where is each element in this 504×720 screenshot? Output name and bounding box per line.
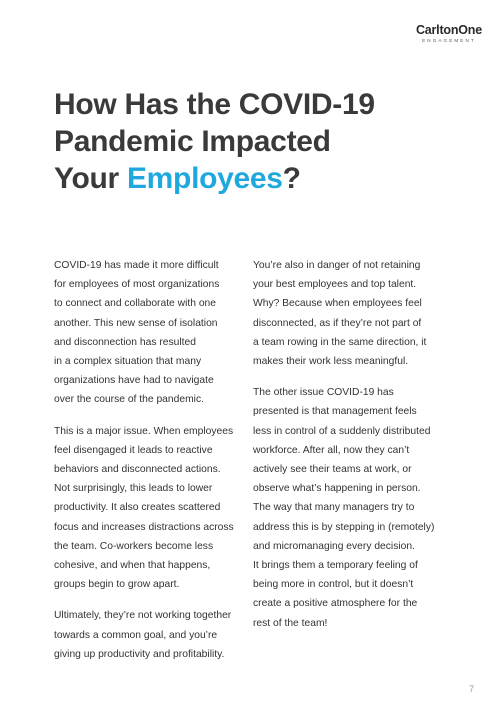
- body-line: cohesive, and when that happens,: [54, 560, 211, 572]
- body-line: a team rowing in the same direction, it: [253, 336, 427, 348]
- body-line: towards a common goal, and you’re: [54, 629, 218, 641]
- body-line: It brings them a temporary feeling of: [253, 560, 418, 572]
- body-line: presented is that management feels: [253, 406, 417, 418]
- body-paragraph: [253, 256, 437, 371]
- body-line: address this is by stepping in (remotely): [253, 521, 435, 533]
- body-line: groups begin to grow apart.: [54, 579, 180, 591]
- body-line: being more in control, but it doesn’t: [253, 579, 414, 591]
- body-paragraph: [54, 422, 238, 595]
- title-accent-word: Employees: [126, 162, 283, 195]
- body-line: and disconnection has resulted: [54, 336, 196, 348]
- body-line: makes their work less meaningful.: [253, 356, 409, 368]
- body-line: observe what’s happening in person.: [253, 483, 421, 495]
- body-line: feel disengaged it leads to reactive: [54, 444, 213, 456]
- left-column: [54, 256, 238, 676]
- body-line: in a complex situation that many: [54, 356, 202, 368]
- logo-tagline: ENGAGEMENT: [422, 38, 476, 43]
- page-number: 7: [468, 684, 474, 694]
- body-line: your best employees and top talent.: [253, 279, 417, 291]
- body-line: over the course of the pandemic.: [54, 394, 204, 406]
- body-line: to connect and collaborate with one: [54, 298, 217, 310]
- body-line: Not surprisingly, this leads to lower: [54, 483, 213, 495]
- body-line: The way that many managers try to: [253, 502, 415, 514]
- body-paragraph: [54, 606, 238, 664]
- body-line: rest of the team!: [253, 617, 328, 629]
- body-line: COVID-19 has made it more difficult: [54, 260, 219, 271]
- body-line: create a positive atmosphere for the: [253, 598, 418, 610]
- body-line: another. This new sense of isolation: [54, 317, 218, 329]
- page-title: [54, 86, 454, 197]
- right-column: [253, 256, 437, 645]
- body-line: The other issue COVID-19 has: [253, 387, 394, 399]
- title-line-3: [54, 160, 454, 197]
- body-line: giving up productivity and profitability.: [54, 648, 225, 660]
- body-line: organizations have had to navigate: [54, 375, 214, 387]
- title-line-3-suffix: ?: [282, 162, 301, 195]
- body-line: Why? Because when employees feel: [253, 298, 422, 310]
- body-line: the team. Co-workers become less: [54, 540, 214, 552]
- body-line: workforce. After all, now they can’t: [253, 444, 410, 456]
- body-line: disconnected, as if they’re not part of: [253, 317, 422, 329]
- body-line: This is a major issue. When employees: [54, 425, 234, 437]
- body-line: actively see their teams at work, or: [253, 464, 412, 476]
- body-line: productivity. It also creates scattered: [54, 502, 221, 514]
- title-line-1: How Has the COVID-19: [54, 88, 375, 121]
- body-line: for employees of most organizations: [54, 279, 220, 291]
- body-line: Ultimately, they’re not working together: [54, 610, 232, 622]
- body-line: focus and increases distractions across: [54, 521, 234, 533]
- body-paragraph: [253, 383, 437, 633]
- title-line-2: Pandemic Impacted: [54, 125, 331, 158]
- body-line: and micromanaging every decision.: [253, 540, 415, 552]
- logo-name: CarltonOne: [415, 23, 482, 37]
- body-line: behaviors and disconnected actions.: [54, 464, 221, 476]
- body-paragraph: [54, 256, 238, 410]
- body-line: You’re also in danger of not retaining: [253, 260, 421, 271]
- brand-logo: [416, 24, 482, 44]
- title-line-3-prefix: Your: [54, 162, 127, 195]
- body-line: less in control of a suddenly distributed: [253, 425, 431, 437]
